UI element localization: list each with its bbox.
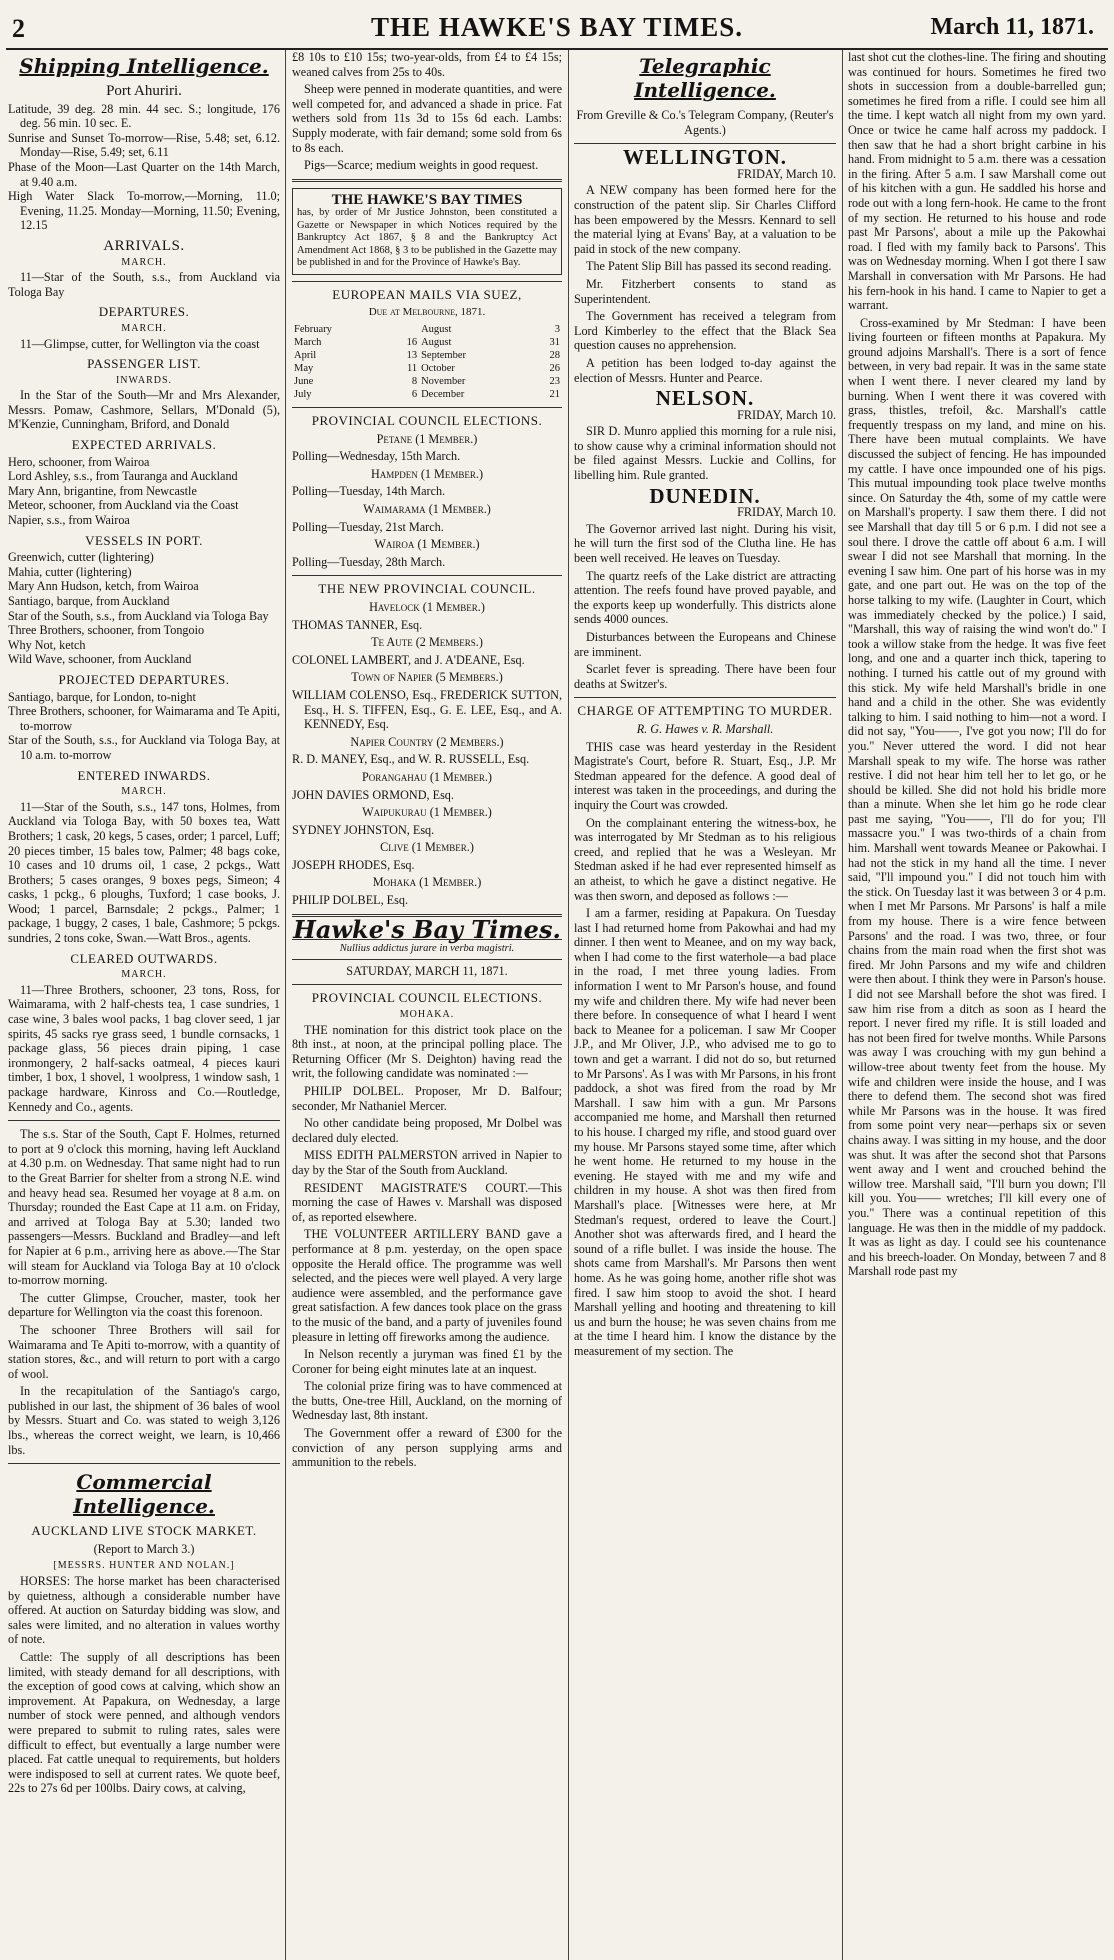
- shipping-heading: Shipping Intelligence.: [19, 54, 269, 78]
- newspaper-title: THE HAWKE'S BAY TIMES.: [370, 12, 744, 42]
- sheep-text: Sheep were penned in moderate quantities, and were well competed for, and advanced a shade in price. Fat wethers sold from 11s 3d to 15s 6d each. Lambs: Supply moderate, with fair demand; some sold from 6s to 8s each.: [292, 82, 562, 155]
- divider: [574, 697, 836, 698]
- mails-subheading: Due at Melbourne, 1871.: [368, 306, 486, 319]
- npc-members: COLONEL LAMBERT, and J. A'DEANE, Esq.: [292, 652, 525, 667]
- charge-heading: CHARGE OF ATTEMPTING TO MURDER.: [577, 703, 833, 719]
- entered-heading: ENTERED INWARDS.: [77, 767, 211, 783]
- npc-members: JOSEPH RHODES, Esq.: [292, 857, 415, 872]
- arrivals-text: 11—Star of the South, s.s., from Auckland via Tologa Bay: [8, 270, 280, 299]
- table-cell: [386, 323, 419, 336]
- pigs-text: Pigs—Scarce; medium weights in good request.: [304, 158, 539, 173]
- pce-polling: Polling—Tuesday, 28th March.: [292, 554, 446, 569]
- list-item: Three Brothers, schooner, for Waimarama and Te Apiti, to-morrow: [8, 704, 280, 733]
- issue-date: March 11, 1871.: [930, 14, 1094, 40]
- news-item: The colonial prize firing was to have commenced at the butts, One-tree Hill, Auckland, on the morning of Wednesday last, 8th instant.: [292, 1379, 562, 1423]
- notice-body: has, by order of Mr Justice Johnston, been constituted a Gazette or Newspaper in which Notices required by the Bankruptcy Act 1867, § 8 and the Bankruptcy Act Amendment Act 1868, § 3 to be published in the Gazette may be published in and for the Province of Hawke's Bay.: [297, 207, 557, 269]
- npc-members: PHILIP DOLBEL, Esq.: [292, 893, 409, 908]
- passenger-text: In the Star of the South—Mr and Mrs Alexander, Messrs. Pomaw, Cashmore, Sellars, M'Donald (5), M'Kenzie, Cunningham, Briford, and Donald: [8, 388, 280, 432]
- divider: [292, 281, 562, 282]
- pce-polling: Polling—Wednesday, 15th March.: [292, 449, 461, 464]
- dunedin-heading: DUNEDIN.: [649, 483, 761, 508]
- sunrise-text: Sunrise and Sunset To-morrow—Rise, 5.48; set, 6.12. Monday—Rise, 5.49; set, 6.11: [8, 130, 280, 160]
- table-cell: November: [421, 376, 466, 388]
- candidate-text: PHILIP DOLBEL. Proposer, Mr D. Balfour; seconder, Mr Nathaniel Mercer.: [292, 1084, 562, 1113]
- news-item: The Government offer a reward of £300 for the conviction of any person supplying arms and ammunition to the rebels.: [292, 1426, 562, 1470]
- court-report: last shot cut the clothes-line. The firing and shouting was continued for hours. Sometimes he fired two shots in succession from a double-barrelled gun; sometimes he fired from a rifle. I could see him all the time. I kept watch all night from my own yard. Once or twice he came half across my paddock. I then saw that he had a short bright carbine in his hand. From midnight to 5 a.m. there was a cessation in the firing. After 5 a.m. I saw Marshall come out of his kitchen with a gun. He saddled his horse and rode out with a long fern-hook. He came to the front of my section. He returned to his house and rode past Mr Parsons', about a mile up the Pakowhai road. I fled with my family back to Parsons'. This was on Wednesday morning. When I got there I saw Marshall in conversation with Mr Parsons. He had his fern-hook in his hand. I came to Napier to get a warrant.: [848, 50, 1106, 313]
- table-cell: 13: [406, 350, 418, 362]
- pce-district: Hampden (1 Member.): [371, 466, 483, 481]
- pce-polling: Polling—Tuesday, 21st March.: [292, 519, 444, 534]
- divider: [292, 179, 562, 182]
- notice-title: THE HAWKE'S BAY TIMES: [331, 191, 523, 208]
- column-rule: [842, 50, 843, 1960]
- dateline: FRIDAY, March 10.: [737, 407, 836, 422]
- npc-seat: Clive (1 Member.): [380, 840, 474, 855]
- npc-members: WILLIAM COLENSO, Esq., FREDERICK SUTTON, Esq., H. S. TIFFEN, Esq., G. E. LEE, Esq., and A. KENNEDY, Esq.: [292, 687, 562, 732]
- npc-seat: Napier Country (2 Members.): [350, 734, 504, 749]
- month-label: MARCH.: [121, 786, 167, 798]
- npc-seat: Havelock (1 Member.): [369, 599, 485, 614]
- commercial-heading: Commercial Intelligence.: [73, 1470, 215, 1519]
- high-water-text: High Water Slack To-morrow,—Morning, 11.0; Evening, 11.25. Monday—Morning, 11.50; Evening, 12.15: [8, 189, 280, 233]
- table-cell: April: [294, 350, 317, 362]
- projected-heading: PROJECTED DEPARTURES.: [58, 671, 230, 687]
- month-label: MARCH.: [121, 322, 167, 334]
- table-cell: 6: [411, 389, 418, 401]
- telegram-item: The Government has received a telegram from Lord Kimberley to the effect that the Black Sea question causes no apprehension.: [574, 309, 836, 353]
- table-cell: 23: [549, 376, 560, 388]
- column-telegraphic: [574, 50, 836, 1960]
- inwards-label: INWARDS.: [115, 374, 173, 386]
- court-report: I am a farmer, residing at Papakura. On Tuesday last I had returned home from Pakowhai and had my dinner. I then went to Meanee, and on my way back, when I had come to the first waterhole—a bad place in the road, I met three young ladies. From information I went to Mr Parson's house, and found my wife and children there. My wife had never been there before. In consequence of what I heard I went back to Meanee for a policeman. I saw Mr Cooper J.P., and Mr Oliver, J.P., who advised me to go to town and get a warrant. I did not do so, but returned to Mr Parsons'. As I was with Mr Parsons, in his front paddock, a shot was fired from the road by Mr Marshall. I saw him with a gun. Mr Parsons accompanied me home, and Marshall then returned to his house. I charged my rifle, and stood guard over my house. Mr Parsons stayed some time, after which he went home. He returned to my house in the evening. He stayed with me and my wife and children in my house. A shot was then fired from Marshall's place. [Witnesses were here, at Mr Stedman's request, ordered to leave the Court.] Another shot was afterwards fired, and I heard the sound of a rifle bullet. I was inside the house. The shots came from Marshall's. Mr Parsons then went home. As he was going home, another rifle shot was fired. I saw him stoop to avoid the shot. I heard Marshall yelling and hooting and threatening to kill us and burn the house; he was seven chains from me at the time I heard him. I know the distance by the measurement of my section. The: [574, 906, 836, 1358]
- editorial-date: SATURDAY, MARCH 11, 1871.: [346, 963, 508, 978]
- list-item: Napier, s.s., from Wairoa: [8, 513, 130, 528]
- table-cell: August: [421, 324, 452, 336]
- market-heading: AUCKLAND LIVE STOCK MARKET.: [31, 1523, 257, 1539]
- npc-seat: Te Aute (2 Members.): [371, 635, 483, 650]
- npc-heading: THE NEW PROVINCIAL COUNCIL.: [318, 581, 536, 597]
- latitude-text: Latitude, 39 deg. 28 min. 44 sec. S.; longitude, 176 deg. 56 min. 10 sec. E.: [8, 101, 280, 131]
- telegram-item: The Patent Slip Bill has passed its second reading.: [586, 259, 832, 274]
- table-cell: 11: [406, 363, 418, 375]
- table-cell: 21: [549, 389, 560, 401]
- divider: [8, 1463, 280, 1464]
- npc-seat: Porangahau (1 Member.): [362, 769, 492, 784]
- pce-district: Petane (1 Member.): [376, 431, 478, 446]
- column-shipping: [8, 50, 280, 1960]
- npc-seat: Town of Napier (5 Members.): [351, 670, 503, 685]
- departures-heading: DEPARTURES.: [98, 304, 190, 320]
- column-local: [292, 50, 562, 1960]
- list-item: Greenwich, cutter (lightering): [8, 550, 154, 565]
- column-court-continued: [848, 50, 1106, 1960]
- horses-text: HORSES: The horse market has been characterised by quietness, although a considerable number have offered. At auction on Saturday bidding was slow, and sales were limited, and no alteration in values worthy of note.: [8, 1574, 280, 1647]
- cleared-text: 11—Three Brothers, schooner, 23 tons, Ross, for Waimarama, with 2 half-chests tea, 1 case sundries, 1 case wine, 3 bales wool packs, 1 bag clover seed, 1 jar spirits, 45 sacks rye grass seed, 1 bundle cornsacks, 1 package glass, 56 pieces drain piping, 1 case ironmongery, 2 half-sacks oatmeal, 4 pieces kauri timber, 1 box, 1 shovel, 1 woolpress, 1 window sash, 1 package hardware, Kinross and Co.—Routledge, Kennedy and Co., agents.: [8, 982, 280, 1114]
- npc-members: THOMAS TANNER, Esq.: [292, 617, 423, 632]
- list-item: Mary Ann, brigantine, from Newcastle: [8, 483, 197, 498]
- list-item: Star of the South, s.s., for Auckland via Tologa Bay, at 10 a.m. to-morrow: [8, 733, 280, 762]
- cleared-heading: CLEARED OUTWARDS.: [70, 950, 218, 966]
- dateline: FRIDAY, March 10.: [737, 166, 836, 181]
- divider: [574, 143, 836, 144]
- list-item: Santiago, barque, from Auckland: [8, 594, 170, 608]
- telegram-item: Scarlet fever is spreading. There have been four deaths at Switzer's.: [574, 662, 836, 691]
- column-rule: [285, 50, 286, 1960]
- telegram-item: A petition has been lodged to-day against the election of Messrs. Hunter and Pearce.: [574, 355, 836, 385]
- elected-text: No other candidate being proposed, Mr Dolbel was declared duly elected.: [292, 1116, 562, 1145]
- news-item: MISS EDITH PALMERSTON arrived in Napier to day by the Star of the South from Auckland.: [292, 1148, 562, 1177]
- gazette-notice: [292, 188, 562, 275]
- table-cell: February: [294, 324, 332, 336]
- telegram-item: Mr. Fitzherbert consents to stand as Superintendent.: [574, 276, 836, 306]
- table-cell: 31: [549, 337, 560, 349]
- nelson-heading: NELSON.: [655, 386, 755, 411]
- wellington-heading: WELLINGTON.: [622, 145, 788, 170]
- arrivals-heading: ARRIVALS.: [103, 237, 185, 254]
- table-row: [292, 375, 562, 388]
- list-item: Mahia, cutter (lightering): [8, 564, 132, 579]
- list-item: Lord Ashley, s.s., from Tauranga and Auckland: [8, 469, 238, 484]
- list-item: Star of the South, s.s., from Auckland via Tologa Bay: [8, 608, 269, 623]
- list-item: Wild Wave, schooner, from Auckland: [8, 652, 192, 667]
- court-report: THIS case was heard yesterday in the Resident Magistrate's Court, before R. Stuart, Esq., J.P. Mr Stedman appeared for the defence. A good deal of interest was taken in the proceedings, and during the inquiry the Court was crowded.: [574, 739, 836, 812]
- table-cell: June: [294, 376, 314, 388]
- telegram-item: The Governor arrived last night. During his visit, he will turn the first sod of the Clutha line. He has been well received. He leaves on Tuesday.: [574, 521, 836, 566]
- table-cell: May: [294, 363, 314, 375]
- list-item: Why Not, ketch: [8, 637, 86, 652]
- pce-district: Waimarama (1 Member.): [363, 502, 491, 516]
- port-name: Port Ahuriri.: [106, 83, 182, 99]
- table-row: [292, 388, 562, 401]
- telegram-item: The quartz reefs of the Lake district are attracting attention. The reefs found have proved payable, and the exports keep up wonderfully. This districts alone sends 4000 ounces.: [574, 568, 836, 627]
- dateline: FRIDAY, March 10.: [737, 505, 836, 520]
- vessels-heading: VESSELS IN PORT.: [85, 532, 203, 548]
- news-item: RESIDENT MAGISTRATE'S COURT.—This morning the case of Hawes v. Marshall was disposed of, as reported elsewhere.: [292, 1180, 562, 1224]
- divider: [292, 575, 562, 576]
- table-cell: September: [421, 350, 466, 362]
- cattle-text: Cattle: The supply of all descriptions has been limited, with steady demand for all descriptions, with the exception of good cows at calving, which show an improvement. At Papakura, on Wednesday, a large number of stock were penned, and although vendors were prepared to submit to ruling rates, sales were difficult to effect, but eventually a large number were placed. Fat cattle unequal to requirements, but holders were indisposed to sell at current rates. We quote beef, 22s to 27s 6d per 100lbs. Dairy cows, at calving,: [8, 1650, 280, 1796]
- moon-text: Phase of the Moon—Last Quarter on the 14th March, at 9.40 a.m.: [8, 159, 280, 189]
- month-label: MARCH.: [121, 256, 167, 268]
- table-cell: 26: [549, 363, 560, 375]
- shipping-paragraph: In the recapitulation of the Santiago's cargo, published in our last, the shipment of 36 bales of wool by Messrs. Stuart and Co. was stated to weigh 3,126 lbs., whereas the correct weight, we learn, is 10,466 lbs.: [8, 1384, 280, 1457]
- list-item: Hero, schooner, from Wairoa: [8, 454, 150, 469]
- telegram-item: A NEW company has been formed here for the construction of the patent slip. Sir Charles Clifford has been empowered by the Messrs. Kennard to sell the material lying at Evans' Bay, at a valuation to be paid in stock of the new company.: [574, 183, 836, 256]
- npc-members: SYDNEY JOHNSTON, Esq.: [292, 822, 435, 837]
- shipping-paragraph: The schooner Three Brothers will sail for Waimarama and Te Apiti to-morrow, with a quantity of station stores, &c., and will return to port with a cargo of wool.: [8, 1322, 280, 1381]
- masthead: [6, 6, 1108, 50]
- table-cell: 8: [411, 376, 418, 388]
- report-date: (Report to March 3.): [93, 1541, 195, 1556]
- table-cell: October: [421, 363, 455, 375]
- npc-seat: Waipukurau (1 Member.): [362, 805, 492, 820]
- court-report: On the complainant entering the witness-box, he was interrogated by Mr Stedman as to his religious creed, and replied that he was a Wesleyan. Mr Stedman asked if he had ever represented himself as an atheist, to which he gave a distinct negative. He was then sworn, and deposed as follows :—: [574, 815, 836, 903]
- telegram-item: SIR D. Munro applied this morning for a rule nisi, to show cause why a criminal information should not be filed against Messrs. Luckie and Collins, for libelling him. Rule granted.: [574, 424, 836, 483]
- month-label: MARCH.: [121, 969, 167, 981]
- npc-members: R. D. MANEY, Esq., and W. R. RUSSELL, Esq.: [292, 752, 530, 767]
- departures-text: 11—Glimpse, cutter, for Wellington via the coast: [20, 336, 260, 351]
- mohaka-label: MOHAKA.: [399, 1009, 455, 1021]
- divider: [8, 1120, 280, 1121]
- shipping-paragraph: The s.s. Star of the South, Capt F. Holmes, returned to port at 9 o'clock this morning, having left Auckland at 4.30 p.m. on Wednesday. That same night had to run to the Great Barrier for shelter from a strong N.E. wind and heavy head sea. Resumed her voyage at 8 a.m. on Thursday; rounded the East Cape at 11 a.m. on Friday, and arrived at Tologa Bay at 5.30; landed two passengers—Messrs. Buckland and Bradley—and left for Napier at 6 p.m., arriving here as above.—The Star will steam for Auckland via Tologa Bay at 10 o'clock to-morrow morning.: [8, 1127, 280, 1288]
- case-title: R. G. Hawes v. R. Marshall.: [636, 721, 774, 736]
- table-cell: July: [294, 389, 312, 401]
- columns: [8, 50, 1106, 1960]
- pce-heading: PROVINCIAL COUNCIL ELECTIONS.: [311, 413, 543, 429]
- pce-polling: Polling—Tuesday, 14th March.: [292, 484, 446, 499]
- telegraphic-heading: Telegraphic Intelligence.: [634, 54, 776, 102]
- news-item: In Nelson recently a juryman was fined £1 by the Coroner for being eight minutes late at an inquest.: [292, 1347, 562, 1376]
- page-number: 2: [12, 14, 25, 43]
- list-item: Three Brothers, schooner, from Tongoio: [8, 623, 205, 638]
- column-rule: [568, 50, 569, 1960]
- table-row: [292, 336, 562, 349]
- newspaper-logo: Hawke's Bay Times.: [293, 914, 561, 944]
- divider: [292, 984, 562, 985]
- table-cell: 3: [554, 324, 560, 336]
- npc-seat: Mohaka (1 Member.): [372, 875, 482, 890]
- entered-text: 11—Star of the South, s.s., 147 tons, Holmes, from Auckland via Tologa Bay, with 50 boxes tea, Watt Brothers; 1 cask, 20 kegs, 5 cases, order; 1 parcel, Luff; 20 pieces timber, 15 bales tow, Palmer; 48 bags coke, 10 cases and 10 drums oil, 1 case, 2 pckgs., Watt Brothers; 5 cases oranges, 9 boxes pegs, Simeon; 4 casks, 1 pckg., 6 ploughs, Tuxford; 1 case books, J. Wood; 1 parcel, Barnsdale; 2 pckgs., Palmer; 1 package, 1 buggy, 2 cases, 1 bale, Cashmore; 5 pckgs. sundries, 2 tons coke, Swan.—Watt Bros., agents.: [8, 799, 280, 946]
- table-row: [292, 349, 562, 362]
- npc-members: JOHN DAVIES ORMOND, Esq.: [292, 787, 454, 802]
- table-cell: December: [421, 389, 465, 401]
- table-cell: 28: [549, 350, 560, 362]
- mails-heading: EUROPEAN MAILS VIA SUEZ,: [332, 286, 522, 302]
- table-row: [292, 362, 562, 375]
- mails-table: [292, 323, 562, 401]
- table-cell: 16: [406, 337, 418, 349]
- expected-heading: EXPECTED ARRIVALS.: [71, 437, 217, 453]
- market-continued: £8 10s to £10 15s; two-year-olds, from £4 to £4 15s; weaned calves from 25s to 40s.: [292, 50, 562, 79]
- table-row: [292, 323, 562, 336]
- list-item: Meteor, schooner, from Auckland via the Coast: [8, 498, 239, 513]
- shipping-paragraph: The cutter Glimpse, Croucher, master, took her departure for Wellington via the coast this forenoon.: [8, 1290, 280, 1320]
- passenger-heading: PASSENGER LIST.: [87, 356, 201, 372]
- news-item: THE VOLUNTEER ARTILLERY BAND gave a performance at 8 p.m. yesterday, on the open space opposite the Herald office. The programme was well selected, and the pieces were well played. A very large audience were assembled, and the performance gave great satisfaction. A few dances took place on the grass to the music of the band, and a party of juveniles found pleasure in letting off fireworks among the audience.: [292, 1227, 562, 1344]
- agents-label: [MESSRS. HUNTER AND NOLAN.]: [53, 1560, 235, 1572]
- court-report: Cross-examined by Mr Stedman: I have been living fourteen or fifteen months at Papakura. My ground adjoins Marshall's. There is a sort of fence between, in very bad repair. It was in the same state when I went there. I never cleared my land by burning. When I went there it was covered with grass, thistles, trefoil, &c. Marshall's cattle frequently trespass on my land, and mine on his. There have been mutual complaints. We have discussed the subject of fencing. He has impounded my cattle. I have once impounded one of his pigs. This mutual impounding took place twelve months since. On Saturday the 4th, some of my cattle were on Marshall's property. I saw them there. I did not see Marshall that day till 5 or 6 p.m. I did not see a soul there. I drove the cattle off about 6 a.m. I will swear I did not see Marshall that morning. In the evening I saw him. One part of his horse was in my gate, and one part out. He was on the top of the horse talking to my wife. (Laughter in Court, which was immediately checked by the police.) I said, "Marshall, this way of raising the wind won't do." I took a willow stake from the hedge. It was five feet long, and one and a quarter inch thick, tapering to nothing. I turned his cattle out of my ground with this stick. My wife held Marshall's bridle in one hand and a child in the other. She was evidently talking to him. I said nothing to him—not a word. I did not say, "You——, I've got you now; I'll do for you." Never uttered the word. I did not hear Marshall speak to my wife. The horse was rather restive. I did not hear him tell her to let go, or he should be killed. She did not hold his bridle more than a minute. When she let him go he rode clear past me saying, "You——, I'll do for you; I'll massacre you." I was two-thirds of a chain from him. Marshall went towards Meanee or Pakowhai. I had not the stick in my hand all the time. I never said, "I'll impound you." I did not touch him with the stick. On Tuesday last it was between 3 or 4 p.m. when I met Mr Parsons. Mr Parsons' is half a mile from my house. There is a wire fence between Parsons' and the road. I was two, three, or four chains from the main road when the first shot was fired. Mr John Parsons and my wife and children were then about. I think they were in Parson's house. I did not see Marshall before the shot was fired. I saw him rise from a ditch as soon as I heard the report. I never fired my rifle. It is still loaded and has not been fired for twelve months. While Parsons was away I was crouching with my gun behind a willow-tree about twenty feet from the house. My wife and children were inside the house, and I was there to defend them. The second shot was fired while Mr Parsons was in the house. It was fired from some point very near—perhaps six or seven chains away. I was sitting in my house, and the door was shut. It was after the second shot that Parsons went away and I went and crouched behind the willow tree. Marshall said, "I'll burn you down; I'll kill you. You—— wretches; I'll kill every one of you." There was a continual repetition of this language. He was then in the middle of my paddock. It was as light as day. I could see his countenance and his breech-loader. On Monday, between 7 and 8 Marshall rode past my: [848, 315, 1106, 1279]
- telegram-item: Disturbances between the Europeans and Chinese are imminent.: [574, 630, 836, 659]
- pce2-heading: PROVINCIAL COUNCIL ELECTIONS.: [311, 990, 543, 1006]
- motto: Nullius addictus jurare in verba magistri.: [292, 939, 562, 960]
- table-cell: August: [421, 337, 452, 349]
- pce-district: Wairoa (1 Member.): [374, 537, 480, 552]
- list-item: Santiago, barque, for London, to-night: [8, 689, 196, 704]
- list-item: Mary Ann Hudson, ketch, from Wairoa: [8, 579, 199, 594]
- nomination-text: THE nomination for this district took place on the 8th inst., at noon, at the principal polling place. The Returning Officer (Mr S. Deighton) having read the writ, the following candidate was nominated :—: [292, 1022, 562, 1081]
- divider: [292, 407, 562, 408]
- table-cell: March: [294, 337, 322, 349]
- telegram-source: From Greville & Co.'s Telegram Company, (Reuter's Agents.): [576, 108, 834, 137]
